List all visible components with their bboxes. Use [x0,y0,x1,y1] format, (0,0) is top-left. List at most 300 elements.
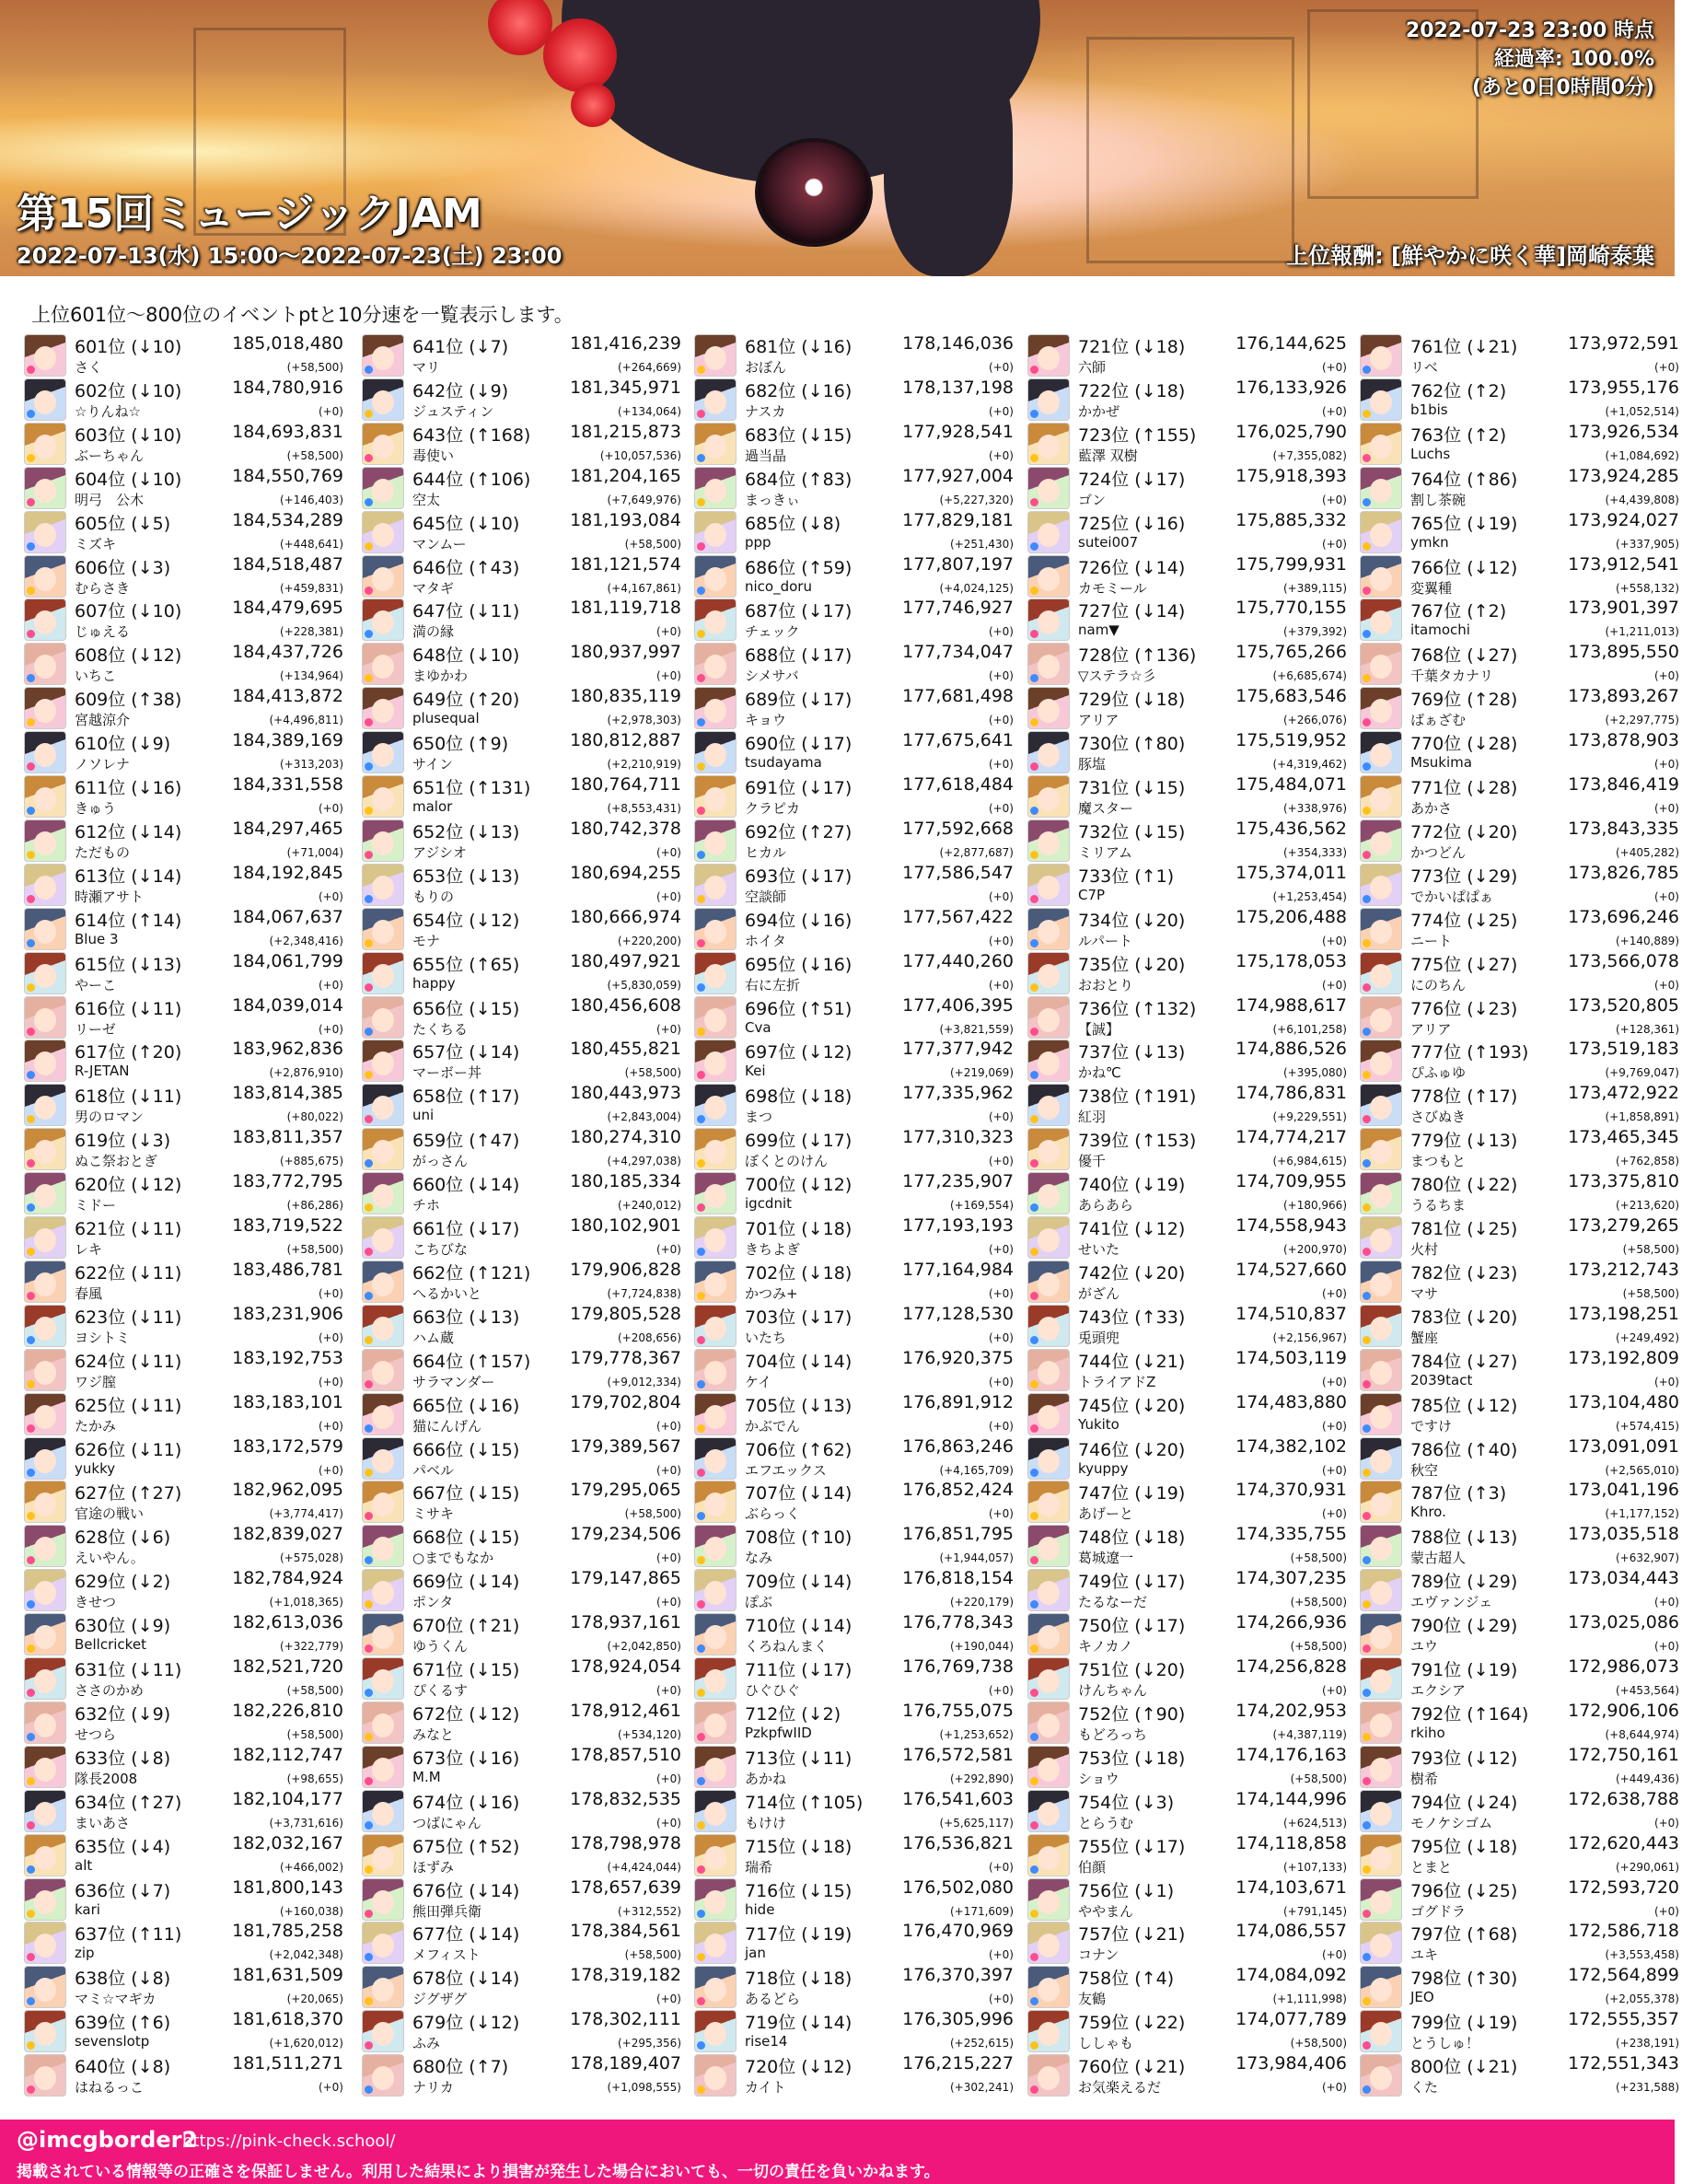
rank-label: 690位 (↓17) [745,734,853,755]
ranking-entry [694,774,1016,819]
ten-minute-speed: (+0) [1321,978,1347,992]
producer-avatar-icon [1360,1966,1402,2008]
rank-label: 737位 (↓13) [1078,1042,1186,1063]
producer-name: 豚塩 [1078,756,1107,773]
producer-avatar-icon [362,643,404,685]
event-points: 177,681,498 [902,686,1014,707]
event-points: 173,924,027 [1568,509,1679,530]
ten-minute-speed: (+264,669) [617,361,681,374]
ranking-entry [24,510,346,554]
ranking-entry [1027,1304,1350,1348]
producer-avatar-icon [1360,1657,1402,1700]
producer-name: ジュスティン [412,402,494,420]
event-points: 181,631,509 [232,1965,343,1986]
producer-avatar-icon [1360,1172,1402,1214]
producer-name: sutei007 [1078,533,1139,551]
producer-name: アジシオ [412,843,468,861]
producer-name: ポンタ [412,1594,454,1611]
producer-name: ワジ膣 [75,1373,117,1390]
producer-name: 蟹座 [1410,1329,1439,1346]
rank-label: 689位 (↓17) [745,690,853,711]
ranking-entry [694,1921,1016,1965]
ranking-entry [1027,1524,1350,1568]
ranking-entry [1360,1745,1682,1789]
producer-name: リベ [1410,359,1438,376]
producer-avatar-icon [694,1084,737,1126]
ranking-entry [1027,1171,1350,1215]
producer-name: シメサバ [745,668,799,685]
rank-label: 636位 (↓7) [75,1880,171,1901]
ten-minute-speed: (+0) [988,448,1014,462]
ranking-entry [362,466,684,510]
rank-label: 774位 (↓25) [1410,910,1518,931]
ten-minute-speed: (+0) [988,1419,1014,1433]
producer-name: ジグザグ [412,1991,468,2008]
producer-avatar-icon [1360,334,1402,377]
ranking-entry [24,1215,346,1260]
ten-minute-speed: (+1,211,013) [1605,625,1679,639]
producer-avatar-icon [1360,1922,1402,1964]
producer-avatar-icon [1360,598,1402,641]
ranking-entry [694,1701,1016,1745]
producer-avatar-icon [1360,1128,1402,1170]
ranking-entry [1360,1348,1682,1392]
producer-avatar-icon [24,996,66,1039]
producer-name: がざん [1078,1284,1120,1302]
ranking-entry [1360,1656,1682,1701]
ten-minute-speed: (+213,620) [1615,1199,1679,1213]
producer-name: せつら [75,1725,117,1743]
rank-label: 775位 (↓27) [1410,954,1518,975]
producer-name: でかいぱぱぁ [1410,888,1494,905]
rank-label: 764位 (↑86) [1410,469,1518,490]
ranking-entry [1360,951,1682,995]
rank-label: 670位 (↑21) [412,1616,520,1637]
producer-name: ppp [745,533,771,551]
event-points: 181,119,718 [570,598,681,619]
footer-bar [0,2120,1675,2184]
ranking-entry [1027,1877,1350,1922]
rank-label: 748位 (↓18) [1078,1528,1186,1549]
ranking-entry [362,1436,684,1481]
producer-avatar-icon [362,1922,404,1964]
producer-avatar-icon [24,423,66,465]
character-eye-decoration [755,138,873,247]
event-points: 182,839,027 [232,1524,343,1545]
producer-avatar-icon [362,1305,404,1347]
ten-minute-speed: (+0) [1321,537,1347,551]
producer-avatar-icon [1027,1569,1070,1611]
site-url-link[interactable]: https://pink-check.school/ [182,2132,396,2151]
ranking-entry [362,1304,684,1348]
event-points: 180,185,334 [570,1171,681,1192]
producer-name: kari [75,1900,100,1918]
ten-minute-speed: (+3,553,458) [1605,1948,1679,1962]
producer-name: ささのかめ [75,1682,145,1699]
ranking-entry [1360,1789,1682,1833]
rank-label: 773位 (↓29) [1410,865,1518,887]
ranking-entry [24,1965,346,2009]
event-points: 184,437,726 [232,642,343,663]
ranking-entry [1027,1215,1350,1260]
producer-avatar-icon [362,1569,404,1611]
rank-label: 687位 (↓17) [745,601,853,622]
producer-avatar-icon [1360,467,1402,509]
producer-name: かつみ+ [745,1284,798,1302]
ranking-entry [24,1612,346,1656]
ranking-entry [24,1348,346,1392]
producer-name: ぴふゅゆ [1410,1064,1467,1082]
ranking-entry [694,2009,1016,2053]
producer-name: もりの [412,888,455,905]
ranking-entry [24,1436,346,1481]
ranking-entry [694,1612,1016,1656]
producer-avatar-icon [694,1172,737,1214]
producer-avatar-icon [1027,775,1070,818]
producer-name: ノソレナ [75,756,131,773]
producer-avatar-icon [694,1216,737,1259]
producer-avatar-icon [694,1349,737,1391]
producer-name: plusequal [412,710,480,727]
ranking-entry [362,510,684,554]
producer-name: ○までもなか [412,1550,494,1567]
rank-label: 718位 (↓18) [745,1969,853,1990]
producer-name: つばにゃん [412,1814,481,1831]
producer-name: チホ [412,1197,441,1214]
rank-label: 788位 (↓13) [1410,1528,1518,1549]
producer-name: JEO [1410,1989,1434,2006]
ranking-entry [24,995,346,1040]
ten-minute-speed: (+0) [1321,934,1347,947]
ranking-grid [24,333,1679,2103]
producer-name: 2039tact [1410,1371,1473,1388]
ten-minute-speed: (+0) [655,1463,681,1477]
ten-minute-speed: (+249,492) [1615,1330,1679,1344]
event-points: 181,345,971 [570,377,681,398]
event-points: 173,198,251 [1568,1303,1679,1324]
event-points: 176,502,080 [902,1876,1014,1898]
producer-name: まっきぃ [745,491,801,508]
ten-minute-speed: (+2,348,416) [269,934,343,947]
event-points: 175,765,266 [1235,642,1347,663]
producer-avatar-icon [694,1834,737,1876]
producer-avatar-icon [694,555,737,598]
ten-minute-speed: (+2,843,004) [607,1110,681,1124]
ten-minute-speed: (+295,356) [617,2037,681,2050]
ranking-entry [694,378,1016,422]
event-points: 181,511,271 [232,2053,343,2074]
producer-avatar-icon [362,1966,404,2008]
producer-name: PzkpfwIID [745,1724,812,1741]
ranking-entry [1027,2009,1350,2053]
producer-avatar-icon [1027,1525,1070,1567]
producer-name: こちびな [412,1241,469,1258]
ranking-entry [1360,378,1682,422]
producer-avatar-icon [24,555,66,598]
ten-minute-speed: (+134,064) [617,404,681,418]
producer-name: レキ [75,1241,103,1258]
ranking-entry [1360,863,1682,907]
ranking-entry [1027,642,1350,686]
event-points: 180,102,901 [570,1215,681,1236]
ranking-entry [1360,1877,1682,1922]
producer-avatar-icon [694,1260,737,1303]
ranking-entry [1027,995,1350,1040]
event-points: 184,550,769 [232,465,343,486]
event-points: 181,416,239 [570,333,681,354]
event-points: 178,857,510 [570,1744,681,1765]
ranking-entry [694,1348,1016,1392]
ten-minute-speed: (+58,500) [1290,2037,1347,2050]
event-points: 173,212,743 [1568,1259,1679,1280]
ten-minute-speed: (+0) [1653,889,1679,903]
producer-name: コナン [1078,1946,1119,1964]
rank-label: 646位 (↑43) [412,557,520,578]
producer-name: Blue 3 [75,930,119,947]
event-points: 184,297,465 [232,818,343,839]
producer-avatar-icon [1027,1128,1070,1170]
ten-minute-speed: (+3,774,417) [269,1507,343,1521]
rank-label: 622位 (↓11) [75,1262,182,1284]
producer-name: モノケシゴム [1410,1814,1493,1831]
ten-minute-speed: (+0) [318,1330,343,1344]
producer-avatar-icon [362,1172,404,1214]
producer-name: あらあら [1078,1197,1134,1214]
event-points: 174,077,789 [1235,2009,1347,2030]
producer-name: 過当晶 [745,447,787,464]
rank-label: 744位 (↓21) [1078,1351,1186,1372]
ten-minute-speed: (+0) [988,978,1014,992]
ten-minute-speed: (+4,319,462) [1272,758,1347,772]
ten-minute-speed: (+80,022) [286,1110,343,1124]
producer-name: お気楽えるだ [1078,2079,1162,2097]
producer-avatar-icon [694,864,737,906]
event-points: 174,202,953 [1235,1700,1347,1721]
producer-name: 蒙古超人 [1410,1550,1467,1567]
ranking-entry [24,1260,346,1304]
twitter-handle-link[interactable]: @imcgborder2 [17,2127,198,2153]
rank-label: 672位 (↓12) [412,1703,520,1725]
ten-minute-speed: (+4,387,119) [1272,1727,1347,1741]
producer-avatar-icon [1360,1878,1402,1921]
producer-name: ただもの [75,843,131,861]
producer-avatar-icon [24,1657,66,1700]
rank-label: 786位 (↑40) [1410,1439,1518,1460]
producer-avatar-icon [1360,1349,1402,1391]
rank-label: 653位 (↓13) [412,865,520,887]
ten-minute-speed: (+449,436) [1615,1772,1679,1785]
producer-name: まつもと [1410,1153,1467,1170]
ten-minute-speed: (+0) [655,1596,681,1609]
ten-minute-speed: (+1,177,152) [1605,1507,1679,1521]
producer-avatar-icon [1360,643,1402,685]
ten-minute-speed: (+0) [988,361,1014,374]
event-points: 173,972,591 [1568,333,1679,354]
producer-avatar-icon [1360,1481,1402,1523]
ranking-entry [1027,819,1350,863]
rank-label: 800位 (↓21) [1410,2057,1518,2078]
producer-name: マンムー [412,535,467,552]
producer-name: チェック [745,623,800,641]
rank-label: 614位 (↑14) [75,910,182,931]
event-points: 174,086,557 [1235,1921,1347,1942]
rank-label: 779位 (↓13) [1410,1131,1518,1152]
rank-label: 793位 (↓12) [1410,1748,1518,1769]
timestamp-block [1406,17,1654,102]
event-points: 180,812,887 [570,730,681,751]
ranking-entry [694,907,1016,951]
ranking-entry [694,1568,1016,1612]
event-points: 177,928,541 [902,421,1014,442]
rank-label: 738位 (↑191) [1078,1086,1197,1108]
ten-minute-speed: (+0) [988,1286,1014,1300]
ten-minute-speed: (+2,297,775) [1605,714,1679,727]
rank-label: 679位 (↓12) [412,2013,520,2034]
event-points: 183,183,101 [232,1391,343,1412]
ten-minute-speed: (+338,976) [1282,802,1347,815]
rank-label: 724位 (↓17) [1078,469,1186,490]
producer-name: 宮越涼介 [75,712,131,729]
producer-avatar-icon [1360,996,1402,1039]
producer-avatar-icon [1027,819,1070,862]
producer-avatar-icon [694,1393,737,1435]
ten-minute-speed: (+5,625,117) [939,1816,1014,1830]
ranking-entry [24,1083,346,1127]
producer-avatar-icon [1027,511,1070,553]
ten-minute-speed: (+6,685,674) [1272,669,1347,683]
ten-minute-speed: (+0) [988,1507,1014,1521]
event-points: 184,693,831 [232,421,343,442]
ranking-entry [1360,686,1682,730]
ranking-entry [694,863,1016,907]
producer-avatar-icon [694,1481,737,1523]
ranking-entry [1027,598,1350,642]
producer-name: さびぬき [1410,1109,1467,1126]
ten-minute-speed: (+2,156,967) [1272,1330,1347,1344]
event-points: 182,032,167 [232,1832,343,1853]
ten-minute-speed: (+6,984,615) [1272,1155,1347,1168]
producer-avatar-icon [694,1613,737,1655]
ten-minute-speed: (+0) [1653,1596,1679,1609]
rank-label: 686位 (↑59) [745,557,853,578]
event-points: 181,193,084 [570,509,681,530]
ten-minute-speed: (+1,858,891) [1605,1110,1679,1124]
rank-label: 787位 (↑3) [1410,1483,1507,1504]
ranking-entry [24,1877,346,1922]
ten-minute-speed: (+0) [655,669,681,683]
rank-label: 680位 (↑7) [412,2057,509,2078]
ten-minute-speed: (+169,554) [949,1199,1014,1213]
producer-avatar-icon [1360,1393,1402,1435]
ten-minute-speed: (+1,084,692) [1605,448,1679,462]
rank-label: 663位 (↓13) [412,1307,520,1328]
producer-avatar-icon [694,952,737,994]
ten-minute-speed: (+71,004) [286,845,343,859]
producer-avatar-icon [694,511,737,553]
event-points: 172,586,718 [1568,1921,1679,1942]
ranking-entry [1360,1127,1682,1171]
event-points: 180,742,378 [570,818,681,839]
producer-avatar-icon [1027,1216,1070,1259]
ranking-entry [362,951,684,995]
event-points: 172,551,343 [1568,2053,1679,2074]
ranking-entry [694,1171,1016,1215]
ranking-entry [1360,730,1682,774]
producer-name: うるちま [1410,1197,1467,1214]
event-points: 184,479,695 [232,598,343,619]
rank-label: 619位 (↓3) [75,1131,171,1152]
ranking-entry [24,1656,346,1701]
ranking-entry [1027,1789,1350,1833]
rank-label: 763位 (↑2) [1410,424,1507,446]
producer-avatar-icon [24,511,66,553]
ten-minute-speed: (+0) [988,404,1014,418]
producer-avatar-icon [24,1349,66,1391]
ten-minute-speed: (+58,500) [624,1507,681,1521]
rank-label: 620位 (↓12) [75,1175,182,1196]
producer-avatar-icon [1360,1040,1402,1082]
rank-label: 698位 (↓18) [745,1086,853,1108]
ranking-entry [1360,554,1682,598]
ranking-entry [1027,1127,1350,1171]
producer-avatar-icon [694,1128,737,1170]
event-points: 172,750,161 [1568,1744,1679,1765]
ranking-entry [694,2053,1016,2097]
ranking-entry [1360,466,1682,510]
rank-label: 699位 (↓17) [745,1131,853,1152]
rank-label: 601位 (↓10) [75,337,182,357]
producer-avatar-icon [24,952,66,994]
event-points: 177,406,395 [902,994,1014,1016]
event-points: 174,118,858 [1235,1832,1347,1853]
ten-minute-speed: (+0) [1321,1463,1347,1477]
ten-minute-speed: (+180,966) [1282,1199,1347,1213]
ranking-entry [1027,1039,1350,1083]
producer-avatar-icon [1027,1702,1070,1744]
event-points: 180,455,821 [570,1039,681,1060]
ten-minute-speed: (+0) [988,625,1014,639]
producer-name: あげーと [1078,1505,1134,1523]
rank-label: 712位 (↓2) [745,1703,841,1725]
rank-label: 708位 (↑10) [745,1528,853,1549]
producer-name: たかみ [75,1417,117,1435]
event-points: 172,564,899 [1568,1965,1679,1986]
producer-avatar-icon [24,1613,66,1655]
producer-name: hide [745,1900,775,1918]
producer-avatar-icon [1360,1702,1402,1744]
event-points: 176,891,912 [902,1391,1014,1412]
producer-name: rise14 [745,2033,788,2050]
producer-avatar-icon [1360,511,1402,553]
ranking-entry [694,995,1016,1040]
rank-label: 762位 (↑2) [1410,380,1507,401]
rank-label: 604位 (↓10) [75,469,182,490]
event-points: 176,769,738 [902,1656,1014,1677]
rank-label: 648位 (↓10) [412,645,520,667]
event-points: 179,234,506 [570,1524,681,1545]
rank-label: 703位 (↓17) [745,1307,853,1328]
ranking-entry [1360,1436,1682,1481]
rank-label: 714位 (↑105) [745,1792,864,1813]
ten-minute-speed: (+0) [318,2081,343,2095]
ten-minute-speed: (+220,200) [617,934,681,947]
ten-minute-speed: (+0) [655,1992,681,2006]
ranking-entry [362,863,684,907]
ten-minute-speed: (+0) [655,1684,681,1697]
rank-label: 676位 (↓14) [412,1880,520,1901]
producer-name: アリア [1410,1020,1452,1038]
ten-minute-speed: (+322,779) [279,1640,343,1654]
